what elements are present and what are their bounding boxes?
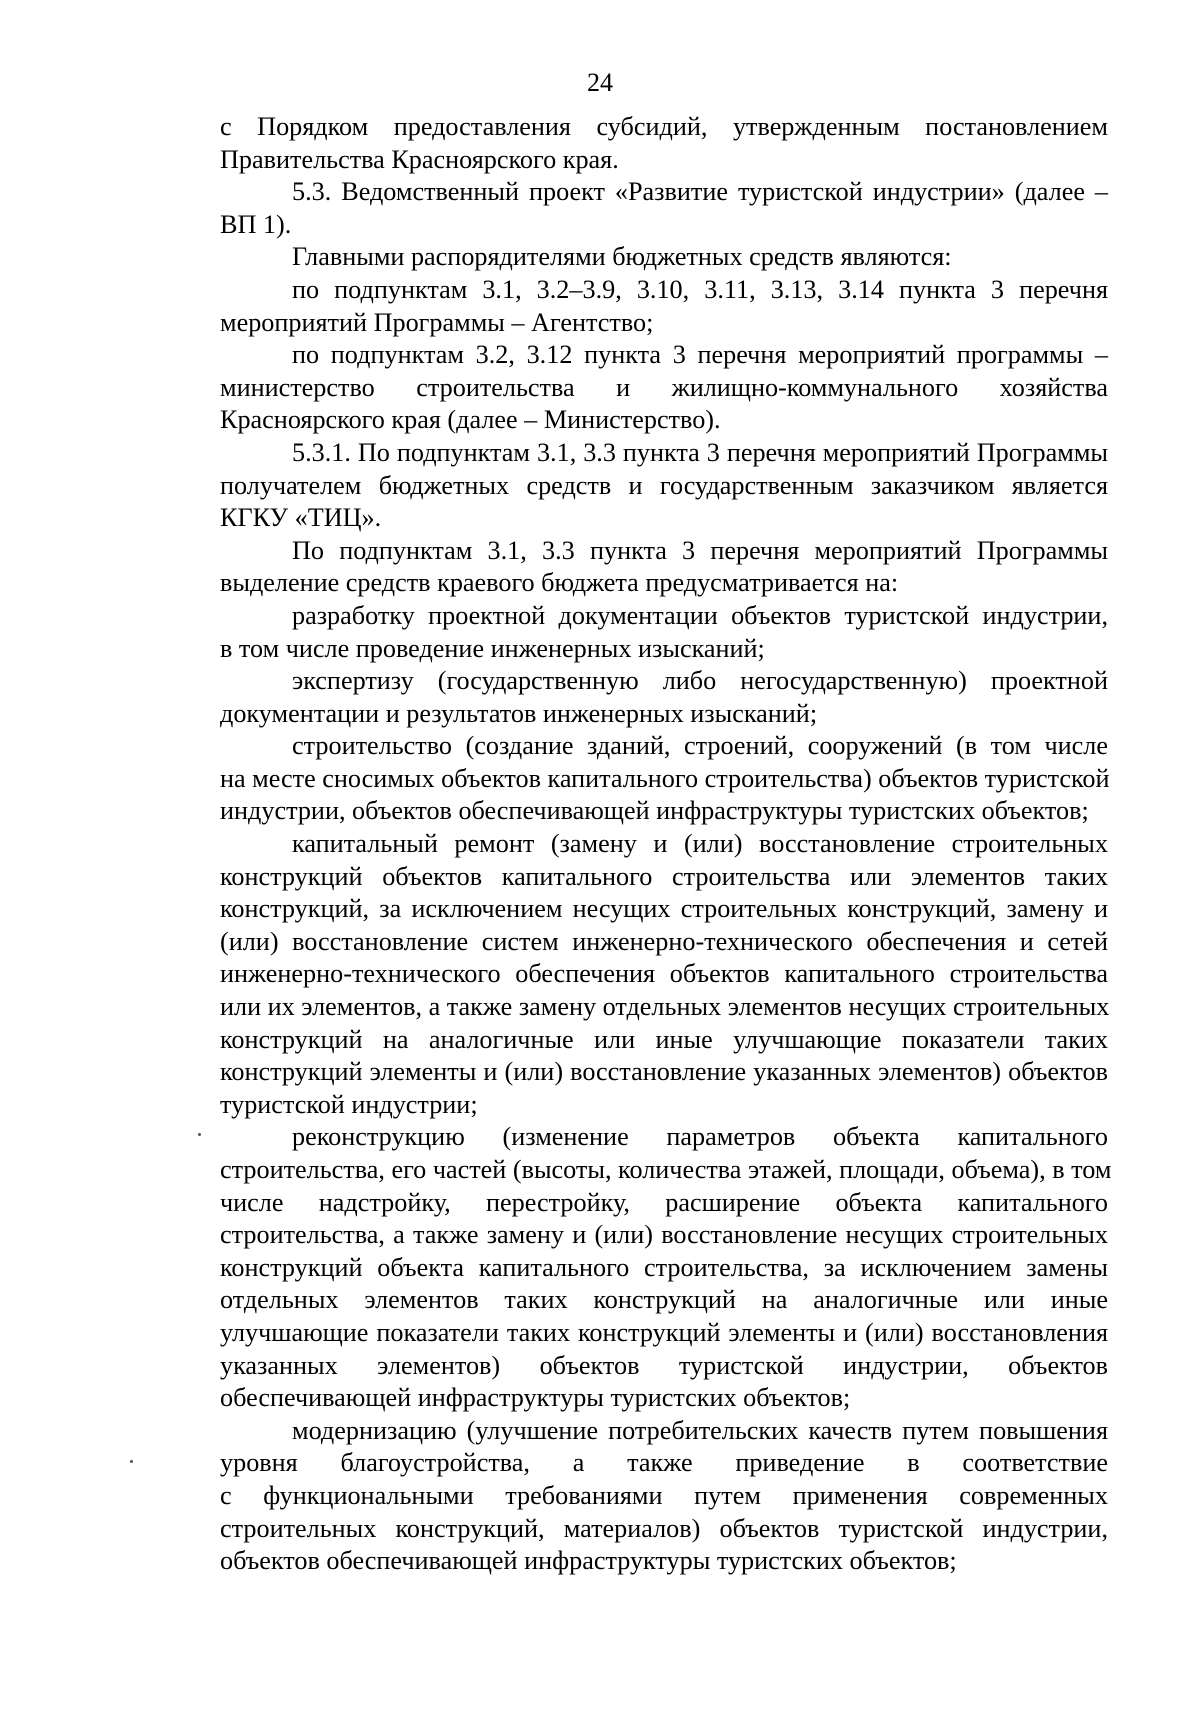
text-line: КГКУ «ТИЦ». bbox=[220, 503, 382, 533]
text-line: в том числе проведение инженерных изысканий; bbox=[220, 633, 765, 663]
text-line: конструкций объектов капитального строительства или элементов таких bbox=[220, 861, 1108, 891]
text-line: конструкций объекта капитального строительства, за исключением замены bbox=[220, 1252, 1108, 1282]
text-line: выделение средств краевого бюджета предусматривается на: bbox=[220, 568, 899, 598]
text-line: получателем бюджетных средств и государственным заказчиком является bbox=[220, 470, 1108, 500]
text-line: инженерно-технического обеспечения объектов капитального строительства bbox=[220, 959, 1108, 989]
paragraph bbox=[148, 111, 1108, 176]
scan-speck bbox=[130, 1460, 133, 1463]
text-line: министерство строительства и жилищно-коммунального хозяйства bbox=[220, 372, 1108, 402]
paragraph bbox=[148, 828, 1108, 1121]
text-line: 5.3. Ведомственный проект «Развитие туристской индустрии» (далее – bbox=[292, 177, 1108, 207]
text-line: туристской индустрии; bbox=[220, 1089, 478, 1119]
text-line: указанных элементов) объектов туристской индустрии, объектов bbox=[220, 1350, 1108, 1380]
text-line: капитальный ремонт (замену и (или) восстановление строительных bbox=[292, 829, 1108, 859]
document-body bbox=[148, 111, 1112, 1578]
paragraph bbox=[148, 339, 1108, 437]
text-line: строительства, а также замену и (или) восстановление несущих строительных bbox=[220, 1220, 1108, 1250]
text-line: разработку проектной документации объектов туристской индустрии, bbox=[292, 600, 1108, 630]
text-line: экспертизу (государственную либо негосударственную) проектной bbox=[292, 666, 1108, 696]
text-line: Главными распорядителями бюджетных средств являются: bbox=[292, 242, 952, 272]
text-line: документации и результатов инженерных изысканий; bbox=[220, 698, 818, 728]
text-line: конструкций на аналогичные или иные улучшающие показатели таких bbox=[220, 1024, 1108, 1054]
paragraph bbox=[148, 1415, 1108, 1578]
paragraph bbox=[148, 730, 1108, 828]
scan-speck bbox=[198, 1133, 201, 1136]
text-line: конструкций элементы и (или) восстановление указанных элементов) объектов bbox=[220, 1057, 1108, 1087]
text-line: или их элементов, а также замену отдельных элементов несущих строительных bbox=[220, 992, 1110, 1022]
text-line: индустрии, объектов обеспечивающей инфраструктуры туристских объектов; bbox=[220, 796, 1089, 826]
text-line: объектов обеспечивающей инфраструктуры туристских объектов; bbox=[220, 1546, 957, 1576]
paragraph bbox=[148, 1121, 1112, 1414]
text-line: (или) восстановление систем инженерно-технического обеспечения и сетей bbox=[220, 926, 1108, 956]
text-line: с функциональными требованиями путем применения современных bbox=[220, 1480, 1108, 1510]
text-line: строительство (создание зданий, строений, сооружений (в том числе bbox=[292, 731, 1108, 761]
text-line: мероприятий Программы – Агентство; bbox=[220, 307, 654, 337]
text-line: Правительства Красноярского края. bbox=[220, 144, 619, 174]
text-line: обеспечивающей инфраструктуры туристских объектов; bbox=[220, 1383, 851, 1413]
paragraph bbox=[148, 600, 1108, 665]
paragraph bbox=[148, 535, 1108, 600]
paragraph bbox=[148, 274, 1108, 339]
text-line: по подпунктам 3.2, 3.12 пункта 3 перечня мероприятий программы – bbox=[292, 340, 1108, 370]
text-line: ВП 1). bbox=[220, 209, 292, 239]
text-line: Красноярского края (далее – Министерство). bbox=[220, 405, 721, 435]
text-line: уровня благоустройства, а также приведение в соответствие bbox=[220, 1448, 1108, 1478]
text-line: числе надстройку, перестройку, расширение объекта капитального bbox=[220, 1187, 1108, 1217]
text-line: на месте сносимых объектов капитального строительства) объектов туристской bbox=[220, 763, 1110, 793]
paragraph bbox=[148, 176, 1108, 241]
text-line: строительных конструкций, материалов) объектов туристской индустрии, bbox=[220, 1513, 1108, 1543]
text-line: с Порядком предоставления субсидий, утвержденным постановлением bbox=[220, 112, 1108, 141]
page-number: 24 bbox=[587, 68, 613, 97]
paragraph bbox=[148, 665, 1108, 730]
paragraph bbox=[148, 241, 1108, 274]
text-line: 5.3.1. По подпунктам 3.1, 3.3 пункта 3 перечня мероприятий Программы bbox=[292, 437, 1108, 467]
text-line: конструкций, за исключением несущих строительных конструкций, замену и bbox=[220, 894, 1108, 924]
text-line: улучшающие показатели таких конструкций элементы и (или) восстановления bbox=[220, 1317, 1108, 1347]
text-line: По подпунктам 3.1, 3.3 пункта 3 перечня мероприятий Программы bbox=[292, 535, 1108, 565]
paragraph bbox=[148, 437, 1108, 535]
text-line: строительства, его частей (высоты, количества этажей, площади, объема), в том bbox=[220, 1155, 1112, 1184]
text-line: по подпунктам 3.1, 3.2–3.9, 3.10, 3.11, 3.13, 3.14 пункта 3 перечня bbox=[292, 274, 1108, 304]
text-line: реконструкцию (изменение параметров объекта капитального bbox=[292, 1122, 1108, 1152]
text-line: отдельных элементов таких конструкций на аналогичные или иные bbox=[220, 1285, 1108, 1315]
text-line: модернизацию (улучшение потребительских качеств путем повышения bbox=[292, 1415, 1108, 1445]
